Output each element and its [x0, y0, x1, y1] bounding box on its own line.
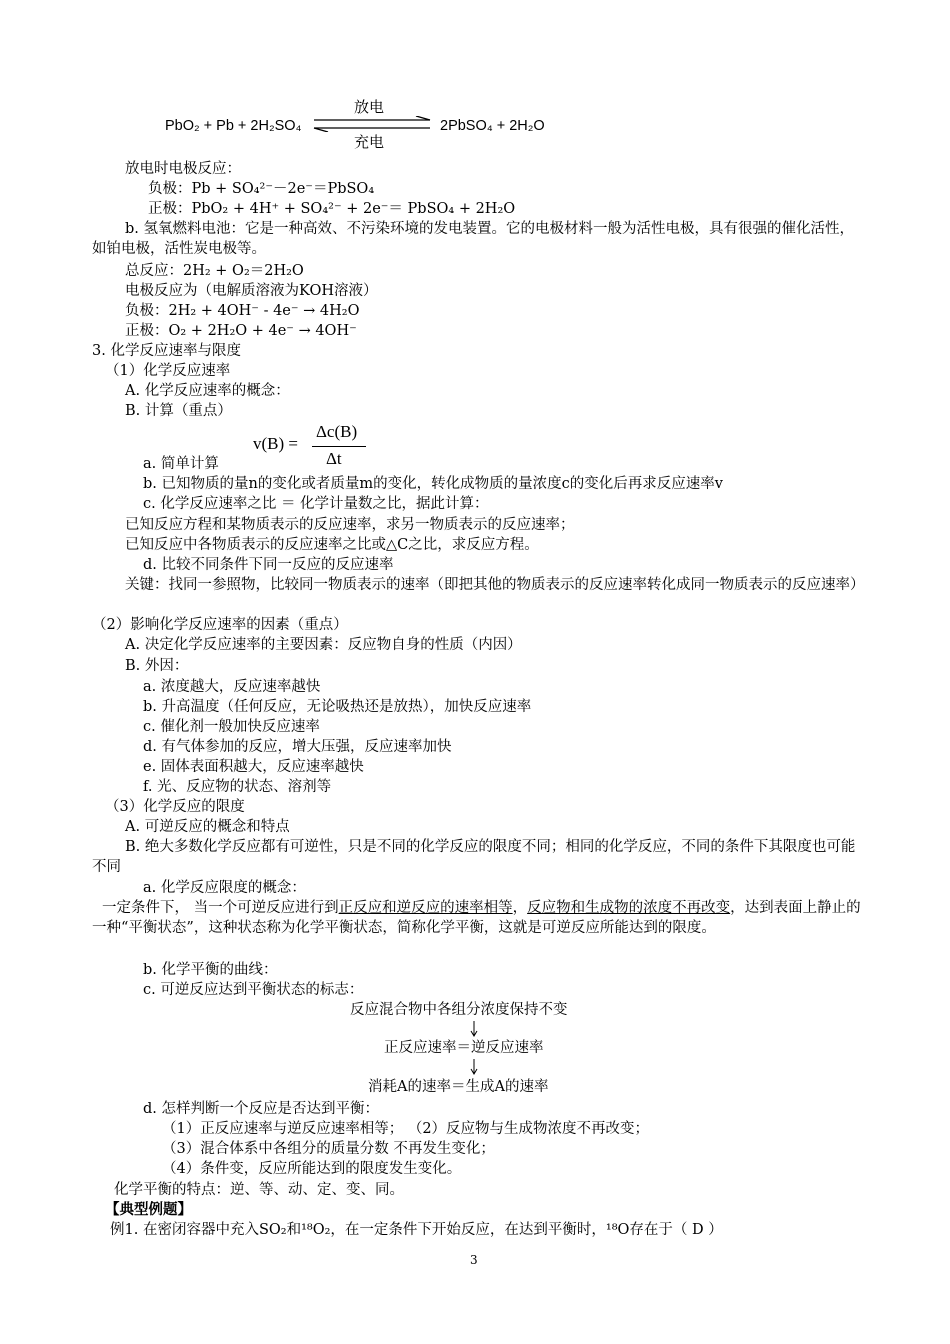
underlined-phrase: 正反应和逆反应的速率相等: [338, 900, 513, 916]
text-line: 化学平衡的特点：逆、等、动、定、变、同。: [114, 1182, 404, 1198]
subsection-heading: （1）化学反应速率: [105, 363, 231, 379]
text-line: A. 化学反应速率的概念：: [125, 383, 290, 399]
text-line: c. 可逆反应达到平衡状态的标志：: [143, 982, 364, 998]
text-line: 正极：PbO₂ + 4H⁺ + SO₄²⁻ + 2e⁻＝ PbSO₄ + 2H₂O: [148, 201, 516, 217]
formula-lhs: v(B) =: [253, 434, 298, 453]
arrow-down-icon: [469, 1020, 479, 1038]
text-line: b. 化学平衡的曲线：: [143, 962, 278, 978]
fraction-bar: [312, 446, 366, 447]
text-line: 负极：2H₂ + 4OH⁻ - 4e⁻ → 4H₂O: [125, 303, 360, 319]
text-line: 放电时电极反应：: [125, 161, 241, 177]
battery-equation-left: PbO₂ + Pb + 2H₂SO₄: [165, 118, 302, 134]
formula-numerator: Δc(B): [316, 422, 358, 441]
reversible-arrow-icon: [312, 116, 432, 132]
arrow-label-charge: 充电: [354, 134, 385, 151]
text-line: d. 怎样判断一个反应是否达到平衡：: [143, 1101, 379, 1117]
text-line: c. 化学反应速率之比 ＝ 化学计量数之比，据此计算：: [143, 496, 489, 512]
paragraph: b. 氢氧燃料电池：它是一种高效、不污染环境的发电装置。它的电极材料一般为活性电极，具有很强的催化活性，如铂电极，活性炭电极等。: [92, 221, 854, 257]
battery-equation-right: 2PbSO₄ + 2H₂O: [440, 118, 545, 134]
flow-step: 反应混合物中各组分浓度保持不变: [350, 1002, 568, 1018]
text-line: b. 已知物质的量n的变化或者质量m的变化，转化成物质的量浓度c的变化后再求反应速率v: [143, 476, 723, 492]
subsection-heading: （2）影响化学反应速率的因素（重点）: [92, 617, 348, 633]
text-line: B. 计算（重点）: [125, 403, 232, 419]
arrow-down-icon: [469, 1058, 479, 1076]
page-number: 3: [470, 1253, 478, 1267]
text-line: f. 光、反应物的状态、溶剂等: [143, 779, 332, 795]
text-line: 已知反应方程和某物质表示的反应速率，求另一物质表示的反应速率；: [125, 517, 575, 533]
text-line: A. 可逆反应的概念和特点: [125, 819, 290, 835]
text-line: d. 有气体参加的反应，增大压强，反应速率加快: [143, 739, 452, 755]
underlined-phrase: 反应物和生成物的浓度不再改变: [527, 900, 731, 916]
arrow-label-discharge: 放电: [354, 99, 385, 116]
text-line: A. 决定化学反应速率的主要因素：反应物自身的性质（内因）: [125, 637, 522, 653]
text-line: （3）混合体系中各组分的质量分数 不再发生变化；: [162, 1141, 495, 1157]
formula-denominator: Δt: [326, 449, 342, 468]
text-line: （1）正反应速率与逆反应速率相等； （2）反应物与生成物浓度不再改变；: [162, 1121, 650, 1137]
text-line: 已知反应中各物质表示的反应速率之比或△C之比，求反应方程。: [125, 537, 539, 553]
flow-step: 消耗A的速率＝生成A的速率: [368, 1079, 549, 1095]
text-line: 负极：Pb + SO₄²⁻－2e⁻＝PbSO₄: [148, 181, 375, 197]
text-line: b. 升高温度（任何反应，无论吸热还是放热），加快反应速率: [143, 699, 532, 715]
text-line: B. 外因：: [125, 658, 189, 674]
text-line: 总反应：2H₂ + O₂＝2H₂O: [125, 263, 304, 279]
paragraph: 关键：找同一参照物，比较同一物质表示的速率（即把其他的物质表示的反应速率转化成同一物质表示的反应速率）: [125, 577, 865, 593]
text-line: 正极：O₂ + 2H₂O + 4e⁻ → 4OH⁻: [125, 323, 357, 339]
text-line: （4）条件变，反应所能达到的限度发生变化。: [162, 1161, 462, 1177]
text-line: 电极反应为（电解质溶液为KOH溶液）: [125, 283, 378, 299]
text-line: a. 简单计算: [143, 456, 219, 472]
section-heading: 3. 化学反应速率与限度: [92, 343, 241, 359]
equilibrium-definition: 一定条件下， 当一个可逆反应进行到正反应和逆反应的速率相等，反应物和生成物的浓度不再改变，达到表面上静止的一种“平衡状态”，这种状态称为化学平衡状态，简称化学平衡，这就是可逆反应所能达到的限度。: [92, 900, 861, 936]
text-line: a. 浓度越大，反应速率越快: [143, 679, 321, 695]
text-line: a. 化学反应限度的概念：: [143, 880, 306, 896]
subsection-heading: （3）化学反应的限度: [105, 799, 245, 815]
flow-step: 正反应速率＝逆反应速率: [384, 1040, 544, 1056]
text-line: c. 催化剂一般加快反应速率: [143, 719, 320, 735]
text-line: e. 固体表面积越大，反应速率越快: [143, 759, 364, 775]
example-question: 例1. 在密闭容器中充入SO₂和¹⁸O₂，在一定条件下开始反应，在达到平衡时，¹⁸O存在于（ D ）: [110, 1222, 723, 1238]
example-heading: 【典型例题】: [105, 1201, 192, 1218]
text-line: d. 比较不同条件下同一反应的反应速率: [143, 557, 394, 573]
paragraph: B. 绝大多数化学反应都有可逆性，只是不同的化学反应的限度不同；相同的化学反应，不同的条件下其限度也可能不同: [92, 839, 856, 875]
